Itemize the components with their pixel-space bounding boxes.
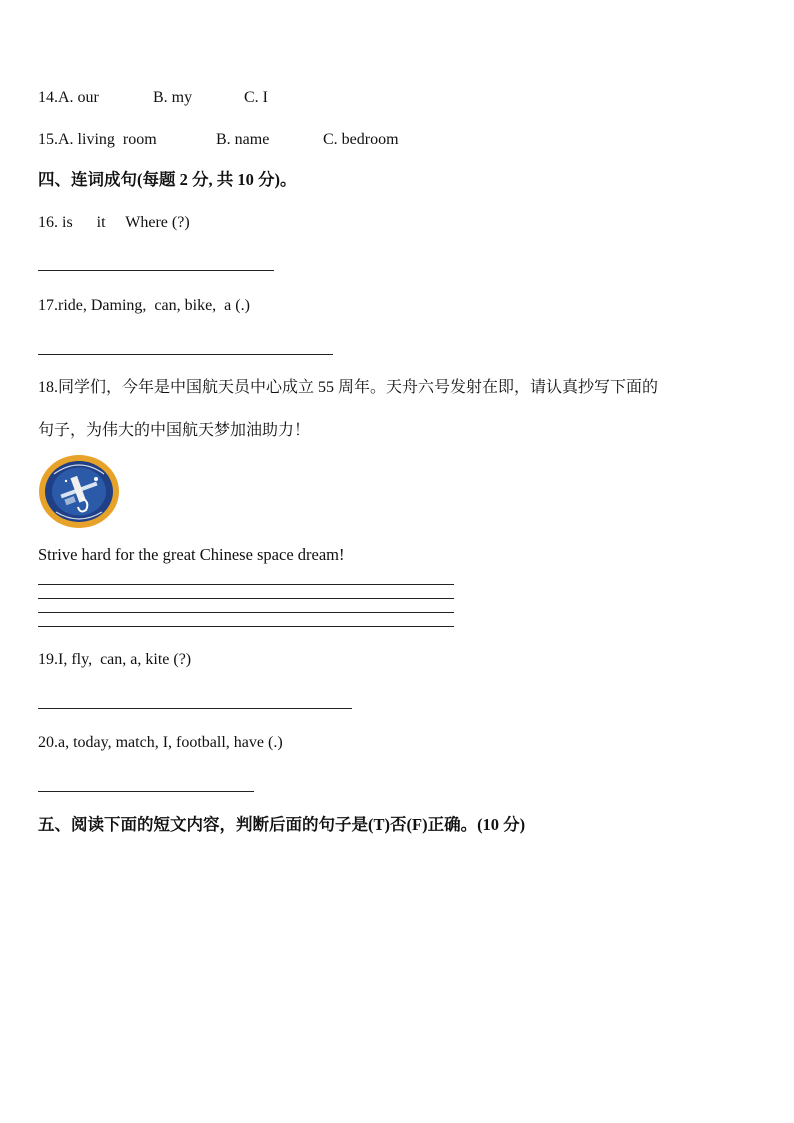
q14-option-c: C. I (244, 89, 268, 106)
copy-line-1[interactable] (38, 584, 454, 585)
question-19: 19.I, fly, can, a, kite (?) (38, 651, 192, 668)
question-18-line-1: 18.同学们，今年是中国航天员中心成立 55 周年。天舟六号发射在即，请认真抄写下面的 (38, 379, 659, 396)
q15-option-c: C. bedroom (323, 131, 399, 148)
q17-answer-line[interactable] (38, 354, 333, 355)
copy-line-3[interactable] (38, 612, 454, 613)
q15-option-b: B. name (216, 131, 270, 148)
q16-answer-line[interactable] (38, 270, 274, 271)
question-18-line-2: 句子，为伟大的中国航天梦加油助力！ (38, 422, 311, 439)
q14-option-a: 14.A. our (38, 89, 99, 106)
copy-line-4[interactable] (38, 626, 454, 627)
q14-option-b: B. my (153, 89, 193, 106)
question-15 (38, 130, 458, 150)
section-4-heading: 四、连词成句(每题 2 分, 共 10 分)。 (38, 170, 297, 189)
q20-answer-line[interactable] (38, 791, 254, 792)
copy-sentence: Strive hard for the great Chinese space dream! (38, 545, 345, 564)
question-17: 17.ride, Daming, can, bike, a (.) (38, 297, 250, 314)
q19-answer-line[interactable] (38, 708, 352, 709)
mission-patch-icon (38, 454, 120, 529)
question-20: 20.a, today, match, I, football, have (.) (38, 734, 283, 751)
section-5-heading: 五、阅读下面的短文内容，判断后面的句子是(T)否(F)正确。(10 分) (38, 815, 526, 834)
question-14 (38, 88, 338, 108)
q15-option-a: 15.A. living room (38, 131, 157, 148)
question-16: 16. is it Where (?) (38, 214, 190, 231)
copy-line-2[interactable] (38, 598, 454, 599)
